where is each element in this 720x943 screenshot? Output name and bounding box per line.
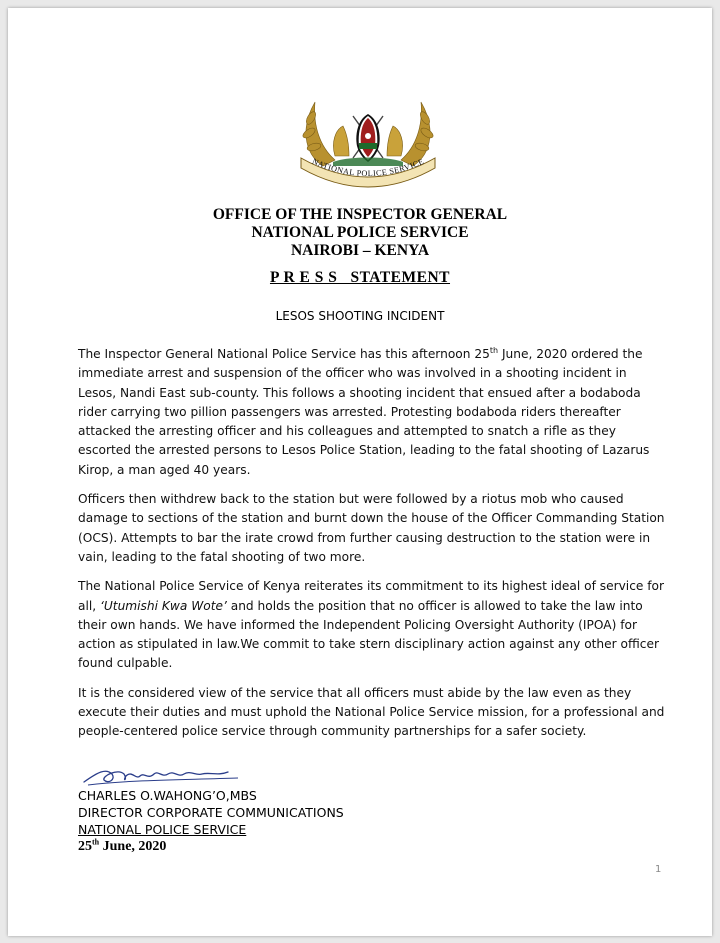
paragraph-3	[78, 577, 668, 673]
mount-base	[333, 158, 403, 167]
motto-text: ‘Utumishi Kwa Wote’	[100, 598, 227, 613]
shield-icon	[356, 114, 379, 162]
signatory-name: CHARLES O.WAHONG’O,MBS	[78, 788, 257, 803]
signatory-title: DIRECTOR CORPORATE COMMUNICATIONS	[78, 805, 344, 820]
statement-date-rest: June, 2020	[99, 839, 167, 854]
signatory-block	[78, 787, 344, 856]
header-line-service: NATIONAL POLICE SERVICE	[251, 224, 469, 241]
paragraph-3-text-a: The National Police Service of Kenya reiterates its commitment to its highest ideal of service for all,	[78, 579, 665, 613]
handwritten-signature	[78, 760, 248, 790]
paragraph-1-text-b: June, 2020 ordered the immediate arrest and suspension of the officer who was involved in a shooting incident in Lesos, Nandi East sub-county. This follows a shooting incident that ensued after a bodaboda rider carrying two pillion passengers was arrested. Protesting bodaboda riders thereafter attacked the arresting officer and his colleagues and attempted to snatch a rifle as they escorted the arrested persons to Lesos Police Station, leading to the fatal shooting of Lazarus Kirop, a man aged 40 years.	[78, 347, 650, 477]
paragraph-2: Officers then withdrew back to the station but were followed by a riotus mob who caused damage to sections of the station and burnt down the house of the Officer Commanding Station (OCS). Attempts to bar the irate crowd from further causing destruction to the station were in vain, leading to the fatal shooting of two more.	[78, 492, 665, 564]
paragraph-1-text-a: The Inspector General National Police Service has this afternoon 25	[78, 347, 490, 361]
statement-body	[78, 345, 668, 752]
statement-date	[78, 838, 344, 856]
press-statement-page	[8, 8, 712, 936]
signatory-organization: NATIONAL POLICE SERVICE	[78, 822, 247, 837]
paragraph-3-text-b: and holds the position that no officer is allowed to take the law into their own hands. We have informed the Independent Policing Oversight Authority (IPOA) for action as stipulated in law.We commit to take stern disciplinary action against any other officer found culpable.	[78, 598, 659, 671]
header-line-location: NAIROBI – KENYA	[290, 242, 430, 259]
statement-date-day: 25	[78, 839, 92, 854]
header-line-office: OFFICE OF THE INSPECTOR GENERAL	[212, 206, 508, 223]
page-number: 1	[655, 864, 662, 875]
paragraph-1-ordinal: th	[489, 345, 499, 355]
paragraph-4: It is the considered view of the service that all officers must abide by the law even as they execute their duties and must uphold the National Police Service mission, for a professional and people-centered police service through community partnerships for a safer society.	[78, 685, 665, 739]
statement-subject: LESOS SHOOTING INCIDENT	[275, 309, 445, 323]
emblem-ribbon-text: NATIONAL POLICE SERVICE	[310, 156, 426, 179]
national-police-service-emblem-icon	[293, 88, 443, 188]
document-header	[8, 206, 712, 260]
paragraph-1	[78, 345, 668, 480]
statement-date-ordinal: th	[92, 837, 100, 847]
press-statement-title: P R E S S STATEMENT	[269, 269, 451, 286]
